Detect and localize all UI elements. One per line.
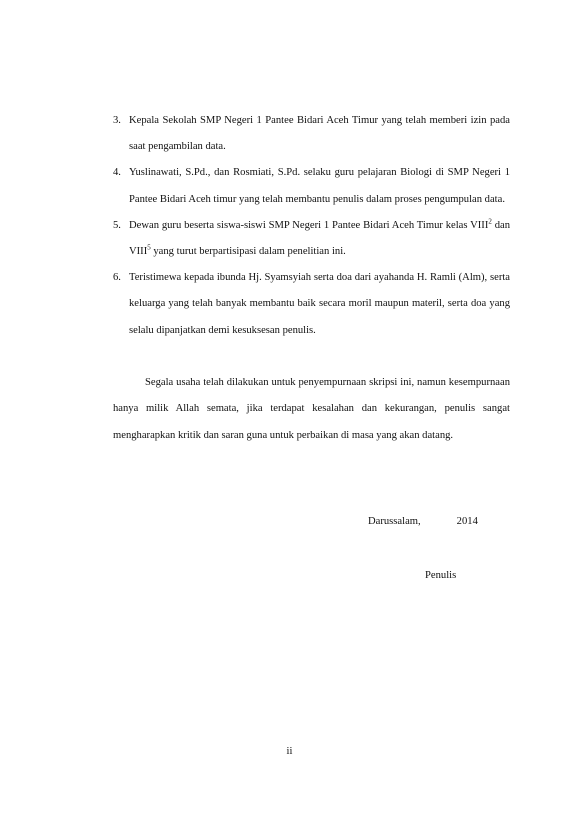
signature-author: Penulis <box>425 570 457 581</box>
list-item-number: 4. <box>113 167 121 179</box>
superscript: 5 <box>147 243 151 252</box>
superscript: 2 <box>488 217 492 226</box>
signature-place: Darussalam, <box>368 516 421 527</box>
signature-year: 2014 <box>456 516 478 527</box>
closing-paragraph: Segala usaha telah dilakukan untuk penyempurnaan skripsi ini, namun kesempurnaan hanya milik Allah semata, jika terdapat kesalahan dan kekurangan, penulis sangat mengharapkan kritik dan saran guna untuk perbaikan di masa yang akan datang. <box>113 377 510 441</box>
list-item-text <box>129 213 510 265</box>
signature-place-date <box>368 515 478 529</box>
list-item <box>113 265 510 344</box>
list-item-number: 5. <box>113 219 121 231</box>
list-item <box>113 213 510 265</box>
list-item-text: Kepala Sekolah SMP Negeri 1 Pantee Bidari Aceh Timur yang telah memberi izin pada saat pengambilan data. <box>129 115 510 153</box>
list-item-text-part: Dewan guru beserta siswa-siswi SMP Negeri 1 Pantee Bidari Aceh Timur kelas VIII <box>129 219 489 231</box>
list-item-text: Yuslinawati, S.Pd., dan Rosmiati, S.Pd. selaku guru pelajaran Biologi di SMP Negeri 1 Pantee Bidari Aceh timur yang telah membantu penulis dalam proses pengumpulan data. <box>129 167 510 205</box>
page-number: ii <box>286 746 293 757</box>
list-item-text-part: dan VIII <box>129 219 511 258</box>
list-item <box>113 108 510 160</box>
list-item-number: 6. <box>113 272 121 284</box>
list-item-number: 3. <box>113 115 121 126</box>
list-item-text: Teristimewa kepada ibunda Hj. Syamsyiah serta doa dari ayahanda H. Ramli (Alm), serta keluarga yang telah banyak membantu baik secara moril maupun materil, serta doa yang selalu dipanjatkan demi kesuksesan penulis. <box>129 272 510 336</box>
list-item-text-part: yang turut berpartisipasi dalam penelitian ini. <box>150 246 346 258</box>
acknowledgement-list <box>113 108 510 344</box>
list-item <box>113 160 510 212</box>
